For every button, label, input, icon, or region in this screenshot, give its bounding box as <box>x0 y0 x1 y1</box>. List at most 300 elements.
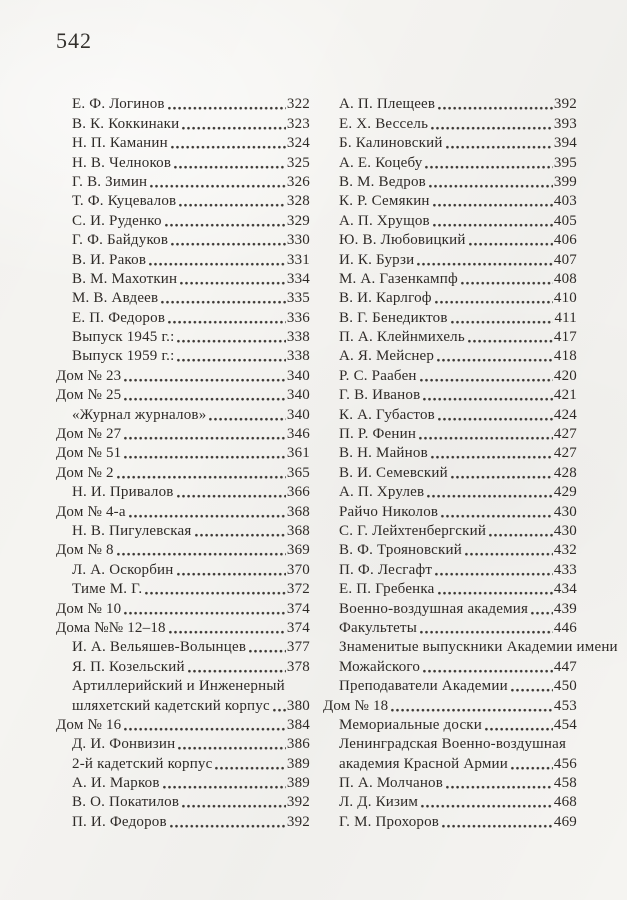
toc-entry <box>323 404 577 423</box>
toc-entry <box>323 559 577 578</box>
toc-column-left <box>56 94 310 831</box>
toc-entry <box>323 269 577 288</box>
entry-label: Райчо Николов <box>339 503 439 520</box>
toc-entry <box>323 753 577 772</box>
entry-page-number: 336 <box>286 309 310 326</box>
entry-page-number: 392 <box>286 813 310 830</box>
toc-entry <box>56 695 310 714</box>
toc-entry <box>323 792 577 811</box>
entry-label: Д. И. Фонвизин <box>72 736 176 753</box>
dot-leader <box>469 241 553 247</box>
entry-label: Б. Калиновский <box>339 135 443 152</box>
entry-page-number: 418 <box>553 348 577 365</box>
entry-page-number: 369 <box>286 542 310 559</box>
entry-label: Дом № 2 <box>56 464 114 481</box>
entry-page-number: 446 <box>553 619 577 636</box>
toc-entry <box>56 618 310 637</box>
toc-entry <box>323 637 618 656</box>
toc-entry <box>323 540 577 559</box>
toc-columns <box>56 94 618 831</box>
dot-leader <box>451 474 553 480</box>
toc-entry <box>323 501 577 520</box>
entry-label: Дом № 16 <box>56 716 122 733</box>
toc-entry <box>323 210 577 229</box>
entry-label: Н. И. Привалов <box>72 484 174 501</box>
toc-entry <box>56 773 310 792</box>
dot-leader <box>468 338 553 344</box>
entry-label: Е. П. Федоров <box>72 309 166 326</box>
entry-page-number: 366 <box>286 484 310 501</box>
toc-entry <box>56 656 310 675</box>
entry-page-number: 395 <box>553 154 577 171</box>
dot-leader <box>438 590 553 596</box>
entry-page-number: 427 <box>553 426 577 443</box>
entry-page-number: 370 <box>286 561 310 578</box>
dot-leader <box>446 144 553 150</box>
entry-label: 2-й кадетский корпус <box>72 755 213 772</box>
toc-entry <box>323 152 577 171</box>
toc-entry <box>323 734 577 753</box>
toc-entry <box>323 288 577 307</box>
dot-leader <box>451 319 554 325</box>
entry-label: Л. А. Оскорбин <box>72 561 174 578</box>
dot-leader <box>420 629 553 635</box>
toc-entry <box>323 385 577 404</box>
entry-page-number: 394 <box>553 135 577 152</box>
dot-leader <box>431 125 553 131</box>
entry-label: С. И. Руденко <box>72 212 162 229</box>
entry-label: Я. П. Козельский <box>72 658 185 675</box>
entry-label: «Журнал журналов» <box>72 406 207 423</box>
entry-page-number: 324 <box>286 135 310 152</box>
entry-page-number: 340 <box>286 367 310 384</box>
entry-label: В. М. Махоткин <box>72 270 178 287</box>
toc-entry <box>323 230 577 249</box>
dot-leader <box>435 299 553 305</box>
entry-label: А. Я. Мейснер <box>339 348 435 365</box>
entry-label-continued: академия Красной Армии <box>339 755 509 772</box>
entry-page-number: 380 <box>286 697 310 714</box>
entry-page-number: 410 <box>553 290 577 307</box>
dot-leader <box>117 474 286 480</box>
dot-leader <box>182 125 286 131</box>
entry-label: Дом № 25 <box>56 387 122 404</box>
entry-page-number: 420 <box>553 367 577 384</box>
toc-entry <box>323 424 577 443</box>
dot-leader <box>431 454 553 460</box>
toc-entry <box>56 230 310 249</box>
entry-label: Ленинградская Военно-воздушная <box>339 736 567 753</box>
entry-page-number: 424 <box>553 406 577 423</box>
toc-entry <box>56 113 310 132</box>
entry-label: С. Г. Лейхтенбергский <box>339 522 487 539</box>
entry-label: Дом № 10 <box>56 600 122 617</box>
toc-entry <box>323 346 577 365</box>
entry-label: Е. Ф. Логинов <box>72 96 165 113</box>
entry-page-number: 393 <box>553 115 577 132</box>
entry-page-number: 340 <box>286 387 310 404</box>
entry-page-number: 432 <box>553 542 577 559</box>
dot-leader <box>177 493 286 499</box>
dot-leader <box>423 668 553 674</box>
entry-page-number: 389 <box>286 775 310 792</box>
entry-page-number: 407 <box>553 251 577 268</box>
entry-label: П. И. Федоров <box>72 813 167 830</box>
entry-page-number: 334 <box>286 270 310 287</box>
toc-entry <box>56 385 310 404</box>
toc-entry <box>56 598 310 617</box>
toc-entry <box>323 676 577 695</box>
toc-entry <box>56 133 310 152</box>
toc-entry <box>56 559 310 578</box>
entry-page-number: 458 <box>553 775 577 792</box>
toc-column-right <box>323 94 618 831</box>
dot-leader <box>168 105 286 111</box>
page-number: 542 <box>56 28 92 53</box>
toc-entry <box>56 637 310 656</box>
entry-label: В. И. Семевский <box>339 464 448 481</box>
entry-page-number: 340 <box>286 406 310 423</box>
entry-label: А. П. Хрулев <box>339 484 425 501</box>
entry-label: Н. П. Каманин <box>72 135 168 152</box>
entry-page-number: 328 <box>286 193 310 210</box>
entry-page-number: 377 <box>286 639 310 656</box>
toc-entry <box>56 210 310 229</box>
toc-entry <box>323 327 577 346</box>
entry-page-number: 389 <box>286 755 310 772</box>
dot-leader <box>124 726 286 732</box>
toc-entry <box>323 579 577 598</box>
entry-label: К. А. Губастов <box>339 406 435 423</box>
entry-label: Военно-воздушная академия <box>339 600 529 617</box>
toc-entry <box>56 482 310 501</box>
dot-leader <box>511 687 553 693</box>
entry-label: Знаменитые выпускники Академии имени <box>339 639 618 656</box>
dot-leader <box>429 183 553 189</box>
toc-entry <box>323 113 577 132</box>
toc-entry <box>323 695 577 714</box>
toc-entry <box>323 191 577 210</box>
entry-label: Л. Д. Кизим <box>339 794 419 811</box>
toc-entry <box>323 443 577 462</box>
entry-label: В. И. Карлгоф <box>339 290 432 307</box>
dot-leader <box>170 823 286 829</box>
entry-page-number: 384 <box>286 716 310 733</box>
dot-leader <box>124 396 286 402</box>
dot-leader <box>177 338 285 344</box>
entry-label: Выпуск 1945 г.: <box>72 329 175 346</box>
dot-leader <box>438 105 553 111</box>
toc-entry <box>323 365 577 384</box>
entry-label: П. А. Клейнмихель <box>339 329 465 346</box>
entry-page-number: 374 <box>286 600 310 617</box>
dot-leader <box>465 551 553 557</box>
dot-leader <box>163 784 286 790</box>
entry-label: Е. Х. Вессель <box>339 115 429 132</box>
entry-label: А. П. Хрущов <box>339 212 430 229</box>
toc-entry <box>323 656 577 675</box>
entry-page-number: 454 <box>553 716 577 733</box>
entry-page-number: 417 <box>553 329 577 346</box>
entry-label: Тиме М. Г. <box>72 581 143 598</box>
toc-entry <box>56 288 310 307</box>
toc-entry <box>56 404 310 423</box>
entry-page-number: 338 <box>286 329 310 346</box>
dot-leader <box>124 610 286 616</box>
dot-leader <box>417 261 552 267</box>
entry-label: Г. В. Зимин <box>72 173 148 190</box>
entry-label: Факультеты <box>339 619 418 636</box>
entry-page-number: 433 <box>553 561 577 578</box>
entry-label: В. Ф. Трояновский <box>339 542 462 559</box>
toc-entry <box>56 172 310 191</box>
entry-page-number: 346 <box>286 426 310 443</box>
dot-leader <box>209 416 285 422</box>
dot-leader <box>129 513 286 519</box>
entry-page-number: 450 <box>553 678 577 695</box>
entry-label: П. А. Молчанов <box>339 775 444 792</box>
dot-leader <box>180 280 286 286</box>
entry-page-number: 322 <box>286 96 310 113</box>
entry-label: А. И. Марков <box>72 775 160 792</box>
dot-leader <box>531 610 553 616</box>
dot-leader <box>485 726 553 732</box>
entry-page-number: 439 <box>553 600 577 617</box>
entry-page-number: 331 <box>286 251 310 268</box>
toc-entry <box>323 249 577 268</box>
entry-label: Е. П. Гребенка <box>339 581 435 598</box>
dot-leader <box>177 357 285 363</box>
dot-leader <box>171 241 286 247</box>
entry-label: Дом № 23 <box>56 367 122 384</box>
entry-label: В. О. Покатилов <box>72 794 180 811</box>
toc-entry <box>323 598 577 617</box>
entry-page-number: 386 <box>286 736 310 753</box>
entry-page-number: 468 <box>553 794 577 811</box>
entry-label: М. В. Авдеев <box>72 290 159 307</box>
toc-entry <box>56 501 310 520</box>
toc-entry <box>323 618 577 637</box>
entry-page-number: 368 <box>286 503 310 520</box>
dot-leader <box>433 202 553 208</box>
entry-page-number: 427 <box>553 445 577 462</box>
toc-entry <box>323 172 577 191</box>
dot-leader <box>423 396 553 402</box>
dot-leader <box>178 745 286 751</box>
toc-entry <box>56 734 310 753</box>
dot-leader <box>249 648 286 654</box>
entry-label: Г. М. Прохоров <box>339 813 440 830</box>
entry-page-number: 323 <box>286 115 310 132</box>
dot-leader <box>161 299 286 305</box>
entry-page-number: 406 <box>553 232 577 249</box>
entry-page-number: 335 <box>286 290 310 307</box>
entry-label: Дом № 8 <box>56 542 114 559</box>
entry-label-continued: шляхетский кадетский корпус <box>72 697 270 714</box>
entry-label: Н. В. Пигулевская <box>72 522 192 539</box>
entry-page-number: 453 <box>553 697 577 714</box>
toc-entry <box>56 327 310 346</box>
dot-leader <box>391 707 553 713</box>
entry-page-number: 408 <box>553 270 577 287</box>
toc-entry <box>56 346 310 365</box>
entry-label: Дом № 27 <box>56 426 122 443</box>
toc-entry <box>56 365 310 384</box>
toc-entry <box>56 307 310 326</box>
dot-leader <box>124 454 286 460</box>
entry-page-number: 325 <box>286 154 310 171</box>
entry-page-number: 434 <box>553 581 577 598</box>
entry-page-number: 365 <box>286 464 310 481</box>
toc-entry <box>56 792 310 811</box>
toc-entry <box>56 715 310 734</box>
entry-page-number: 378 <box>286 658 310 675</box>
entry-page-number: 469 <box>553 813 577 830</box>
dot-leader <box>177 571 286 577</box>
entry-page-number: 428 <box>553 464 577 481</box>
dot-leader <box>438 416 553 422</box>
entry-label: Ю. В. Любовицкий <box>339 232 466 249</box>
toc-entry <box>56 191 310 210</box>
dot-leader <box>195 532 286 538</box>
entry-page-number: 392 <box>286 794 310 811</box>
toc-entry <box>56 269 310 288</box>
entry-label: М. А. Газенкампф <box>339 270 458 287</box>
entry-label: В. М. Ведров <box>339 173 426 190</box>
toc-entry <box>56 424 310 443</box>
toc-entry <box>323 307 577 326</box>
entry-page-number: 330 <box>286 232 310 249</box>
toc-entry <box>56 540 310 559</box>
dot-leader <box>435 571 553 577</box>
toc-entry <box>56 152 310 171</box>
entry-label: И. К. Бурзи <box>339 251 415 268</box>
entry-label: П. Ф. Лесгафт <box>339 561 433 578</box>
toc-entry <box>56 521 310 540</box>
entry-page-number: 368 <box>286 522 310 539</box>
entry-label: Мемориальные доски <box>339 716 483 733</box>
dot-leader <box>124 377 286 383</box>
dot-leader <box>145 590 286 596</box>
dot-leader <box>117 551 286 557</box>
entry-label: Дом № 51 <box>56 445 122 462</box>
dot-leader <box>174 164 286 170</box>
entry-page-number: 411 <box>554 309 577 326</box>
entry-label: Т. Ф. Куцевалов <box>72 193 177 210</box>
dot-leader <box>419 435 553 441</box>
toc-entry <box>323 462 577 481</box>
toc-entry <box>56 462 310 481</box>
dot-leader <box>171 144 286 150</box>
dot-leader <box>420 377 553 383</box>
dot-leader <box>441 513 553 519</box>
toc-entry <box>56 811 310 830</box>
entry-page-number: 338 <box>286 348 310 365</box>
dot-leader <box>421 803 553 809</box>
entry-page-number: 421 <box>553 387 577 404</box>
entry-page-number: 456 <box>553 755 577 772</box>
entry-label: В. К. Коккинаки <box>72 115 180 132</box>
entry-page-number: 405 <box>553 212 577 229</box>
dot-leader <box>489 532 553 538</box>
dot-leader <box>169 629 286 635</box>
entry-label: Г. В. Иванов <box>339 387 421 404</box>
dot-leader <box>437 357 553 363</box>
entry-label: П. Р. Фенин <box>339 426 417 443</box>
entry-label: К. Р. Семякин <box>339 193 430 210</box>
entry-label: Артиллерийский и Инженерный <box>72 678 285 695</box>
dot-leader <box>149 261 286 267</box>
dot-leader <box>461 280 553 286</box>
entry-label: Дом № 18 <box>323 697 389 714</box>
entry-label: Преподаватели Академии <box>339 678 508 695</box>
toc-entry <box>323 94 577 113</box>
entry-page-number: 374 <box>286 619 310 636</box>
dot-leader <box>511 765 553 771</box>
dot-leader <box>150 183 286 189</box>
entry-label: Г. Ф. Байдуков <box>72 232 169 249</box>
entry-page-number: 403 <box>553 193 577 210</box>
dot-leader <box>215 765 285 771</box>
dot-leader <box>442 823 553 829</box>
toc-entry <box>56 94 310 113</box>
entry-page-number: 430 <box>553 522 577 539</box>
dot-leader <box>182 803 286 809</box>
entry-page-number: 372 <box>286 581 310 598</box>
dot-leader <box>433 222 553 228</box>
dot-leader <box>425 164 552 170</box>
dot-leader <box>427 493 553 499</box>
entry-page-number: 429 <box>553 484 577 501</box>
toc-entry <box>56 676 310 695</box>
dot-leader <box>446 784 553 790</box>
entry-label-continued: Можайского <box>339 658 421 675</box>
toc-entry <box>323 133 577 152</box>
entry-label: В. Н. Майнов <box>339 445 428 462</box>
toc-entry <box>323 811 577 830</box>
entry-label: В. Г. Бенедиктов <box>339 309 448 326</box>
entry-label: А. Е. Коцебу <box>339 154 423 171</box>
entry-page-number: 326 <box>286 173 310 190</box>
entry-label: Дом № 4-а <box>56 503 126 520</box>
entry-label: Р. С. Раабен <box>339 367 417 384</box>
entry-page-number: 399 <box>553 173 577 190</box>
toc-entry <box>323 482 577 501</box>
entry-page-number: 392 <box>553 96 577 113</box>
entry-page-number: 329 <box>286 212 310 229</box>
entry-label: И. А. Вельяшев-Волынцев <box>72 639 247 656</box>
dot-leader <box>168 319 286 325</box>
dot-leader <box>165 222 286 228</box>
dot-leader <box>273 707 286 713</box>
toc-entry <box>323 715 577 734</box>
entry-label: Выпуск 1959 г.: <box>72 348 175 365</box>
entry-label: Н. В. Челноков <box>72 154 172 171</box>
entry-label: Дома №№ 12–18 <box>56 619 166 636</box>
entry-label: А. П. Плещеев <box>339 96 436 113</box>
dot-leader <box>124 435 286 441</box>
entry-page-number: 447 <box>553 658 577 675</box>
dot-leader <box>188 668 286 674</box>
toc-entry <box>56 579 310 598</box>
dot-leader <box>179 202 286 208</box>
toc-entry <box>323 521 577 540</box>
toc-entry <box>323 773 577 792</box>
toc-entry <box>56 249 310 268</box>
entry-page-number: 361 <box>286 445 310 462</box>
toc-entry <box>56 753 310 772</box>
entry-page-number: 430 <box>553 503 577 520</box>
